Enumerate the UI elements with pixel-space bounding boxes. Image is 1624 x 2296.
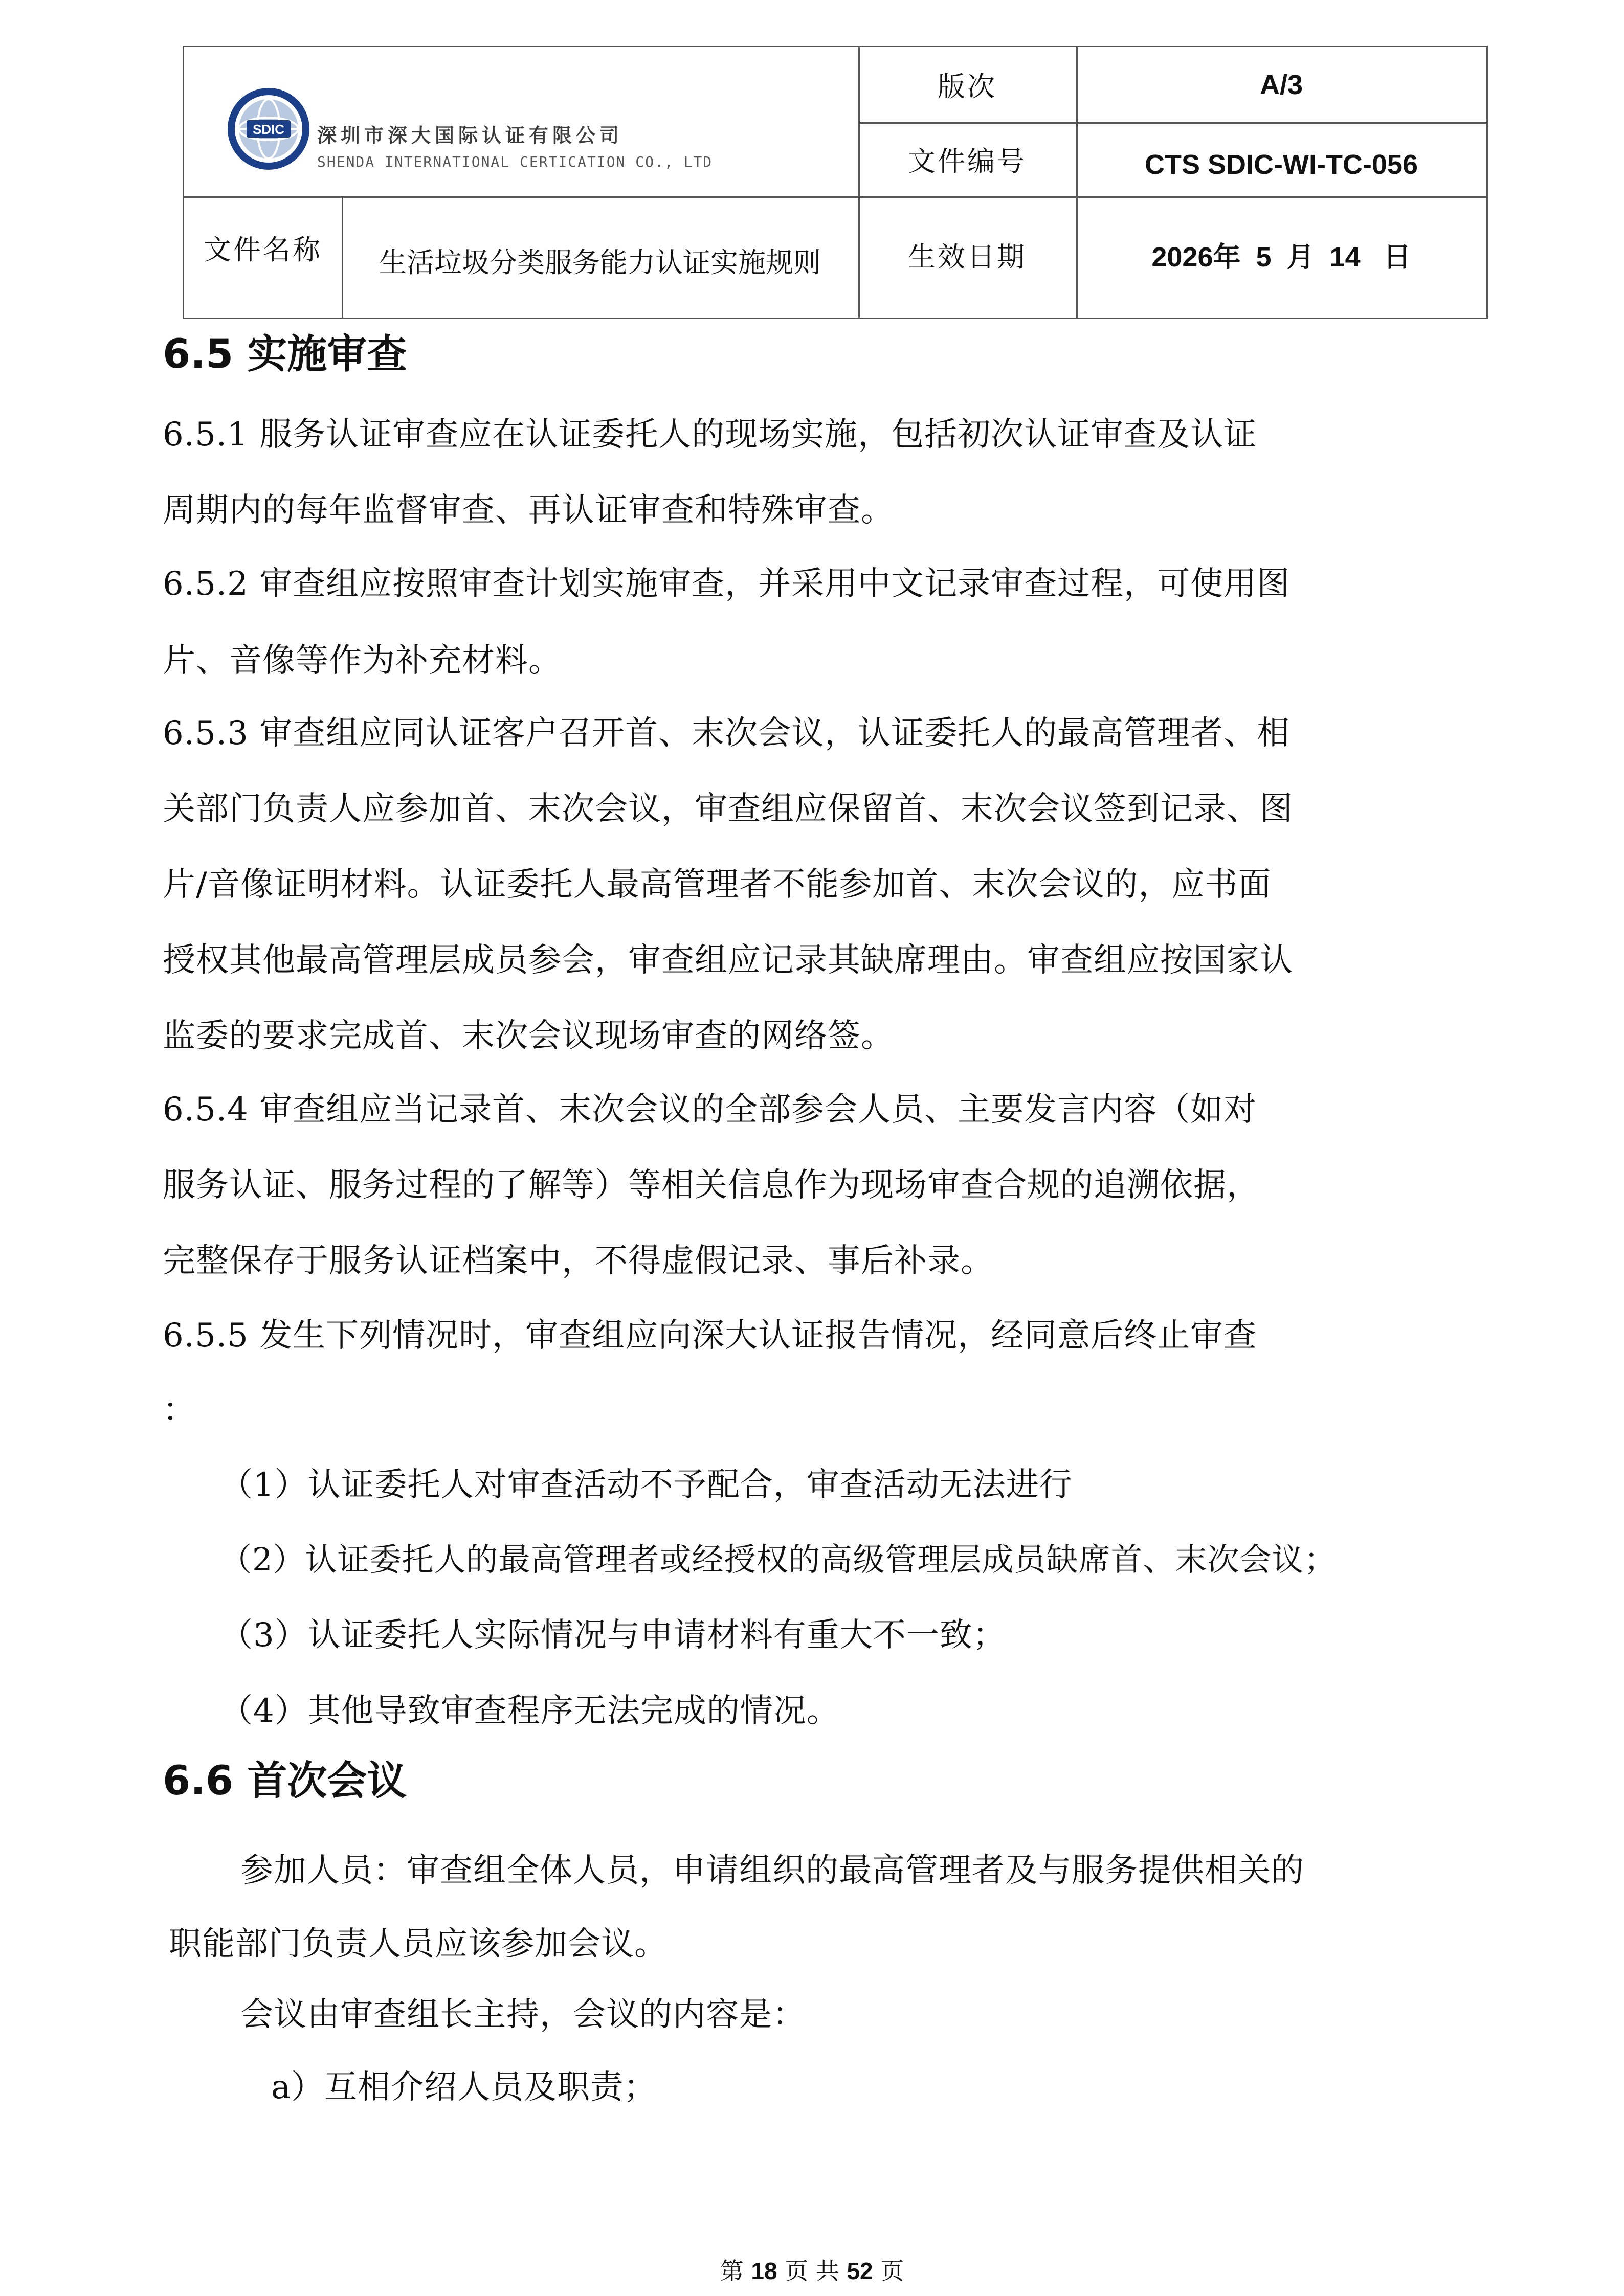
section-6-6-heading: 6.6 首次会议 (163, 1758, 407, 1804)
current-page-number: 18 (751, 2258, 777, 2284)
para-6-5-4-line-1: 6.5.4 审查组应当记录首、末次会议的全部参会人员、主要发言内容（如对 (163, 1091, 1257, 1129)
para-6-5-2-line-2: 片、音像等作为补充材料。 (163, 642, 562, 680)
para-6-6-attendees-line-1: 参加人员：审查组全体人员，申请组织的最高管理者及与服务提供相关的 (240, 1852, 1304, 1889)
page-footer (0, 2253, 1624, 2286)
list-item: （3）认证委托人实际情况与申请材料有重大不一致； (220, 1616, 1006, 1654)
para-6-5-1-line-1: 6.5.1 服务认证审查应在认证委托人的现场实施，包括初次认证审查及认证 (163, 416, 1257, 454)
para-6-5-3-line-5: 监委的要求完成首、末次会议现场审查的网络签。 (163, 1017, 894, 1055)
doc-name-value: 生活垃圾分类服务能力认证实施规则 (379, 246, 821, 279)
footer-middle: 页 共 (785, 2257, 839, 2285)
doc-number-label: 文件编号 (908, 145, 1027, 177)
para-6-6-meeting-content: 会议由审查组长主持，会议的内容是： (240, 1996, 806, 2034)
doc-number-value: CTS SDIC-WI-TC-056 (1144, 149, 1418, 180)
effective-date-value: 2026年 5 月 14 日 (1151, 242, 1411, 273)
para-6-6-attendees-line-2: 职能部门负责人员应该参加会议。 (169, 1925, 668, 1963)
list-item: （4）其他导致审查程序无法完成的情况。 (220, 1692, 840, 1730)
company-name-en: SHENDA INTERNATIONAL CERTICATION CO., LTD (317, 153, 713, 170)
para-6-5-3-line-1: 6.5.3 审查组应同认证客户召开首、末次会议，认证委托人的最高管理者、相 (163, 714, 1291, 752)
footer-prefix: 第 (720, 2257, 744, 2285)
para-6-5-1-line-2: 周期内的每年监督审查、再认证审查和特殊审查。 (163, 491, 894, 529)
company-name-cn: 深圳市深大国际认证有限公司 (317, 124, 624, 147)
para-6-5-5-line-2: ： (163, 1391, 196, 1429)
total-page-count: 52 (847, 2258, 873, 2284)
effective-date-label: 生效日期 (908, 241, 1027, 273)
list-item: （2）认证委托人的最高管理者或经授权的高级管理层成员缺席首、末次会议； (220, 1541, 1337, 1578)
footer-suffix: 页 (880, 2257, 904, 2285)
para-6-5-4-line-3: 完整保存于服务认证档案中，不得虚假记录、事后补录。 (163, 1242, 994, 1280)
para-6-5-3-line-2: 关部门负责人应参加首、末次会议，审查组应保留首、末次会议签到记录、图 (163, 790, 1293, 828)
para-6-5-5-line-1: 6.5.5 发生下列情况时，审查组应向深大认证报告情况，经同意后终止审查 (163, 1317, 1257, 1355)
para-6-5-2-line-1: 6.5.2 审查组应按照审查计划实施审查，并采用中文记录审查过程，可使用图 (163, 565, 1291, 603)
para-6-5-3-line-4: 授权其他最高管理层成员参会，审查组应记录其缺席理由。审查组应按国家认 (163, 941, 1293, 979)
list-item: （1）认证委托人对审查活动不予配合，审查活动无法进行 (220, 1466, 1073, 1504)
svg-text:SDIC: SDIC (252, 122, 285, 137)
version-label: 版次 (938, 71, 997, 103)
document-header-table (183, 46, 1488, 319)
para-6-5-4-line-2: 服务认证、服务过程的了解等）等相关信息作为现场审查合规的追溯依据， (163, 1166, 1260, 1204)
doc-name-label: 文件名称 (204, 234, 322, 266)
sdic-logo-icon (225, 85, 312, 172)
section-6-5-heading: 6.5 实施审查 (163, 331, 407, 377)
list-item: a）互相介绍人员及职责； (271, 2068, 657, 2106)
version-value: A/3 (1259, 69, 1303, 100)
para-6-5-3-line-3: 片/音像证明材料。认证委托人最高管理者不能参加首、末次会议的，应书面 (163, 866, 1272, 904)
